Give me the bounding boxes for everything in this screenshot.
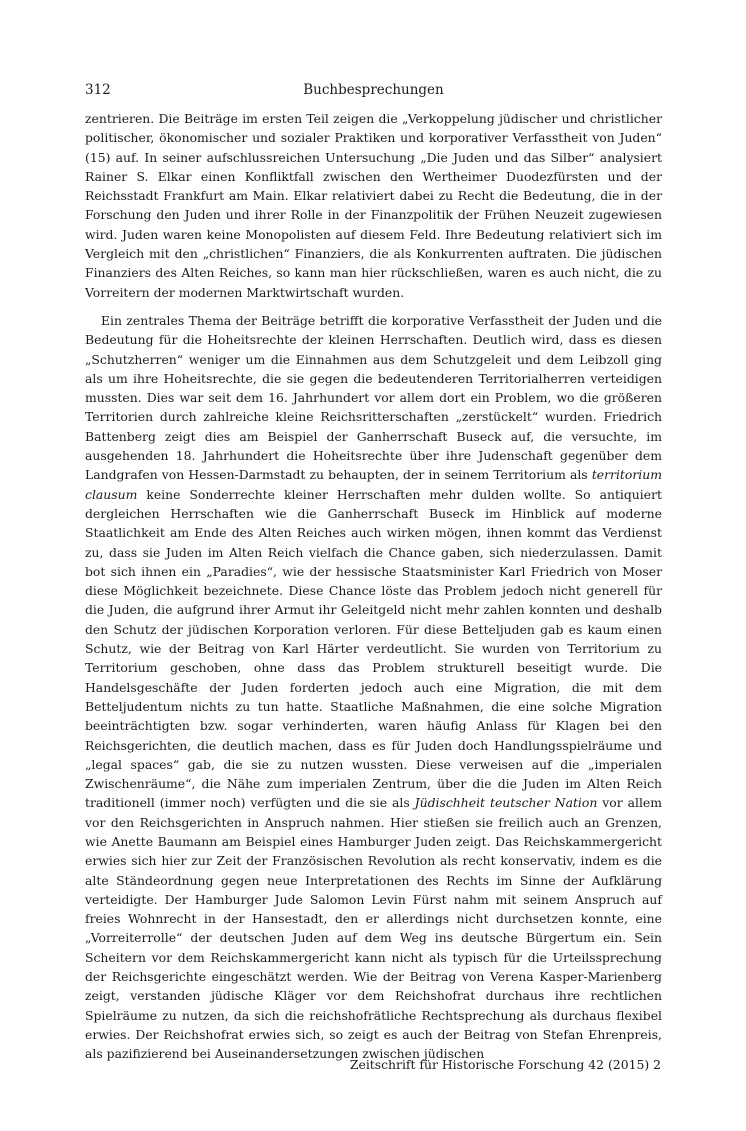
- running-title: Buchbesprechungen: [303, 82, 444, 98]
- body-text: [85, 109, 662, 1064]
- text-segment: zentrieren. Die Beiträge im ersten Teil zeigen die „Verkoppelung jüdischer und christlicher politischer, ökonomischer und sozialer Praktiken und korporativer Verfasstheit von Juden“ (15) auf. In seiner aufschlussreichen Untersuchung „Die Juden und das Silber“ analysiert Rainer S. Elkar einen Konfliktfall zwischen den Wertheimer Duodezfürsten und der Reichsstadt Frankfurt am Main. Elkar relativiert dabei zu Recht die Bedeutung, die in der Forschung den Juden und ihrer Rolle in der Finanzpolitik der Frühen Neuzeit zugewiesen wird. Juden waren keine Monopolisten auf diesem Feld. Ihre Bedeutung relativiert sich im Vergleich mit den „christlichen“ Finanziers, die als Konkurrenten auftraten. Die jüdischen Finanziers des Alten Reiches, so kann man hier rückschließen, waren es auch nicht, die zu Vorreitern der modernen Marktwirtschaft wurden.: [85, 111, 662, 300]
- running-head: [85, 82, 662, 104]
- paragraph: [85, 109, 662, 302]
- text-segment: keine Sonderrechte kleiner Herrschaften mehr dulden wollte. So antiquiert dergleichen Herrschaften wie die Ganherrschaft Buseck im Hinblick auf moderne Staatlichkeit am Ende des Alten Reiches auch wirken mögen, ihnen kommt das Verdienst zu, dass sie Juden im Alten Reich vielfach die Chance gaben, sich niederzulassen. Damit bot sich ihnen ein „Paradies“, wie der hessische Staatsminister Karl Friedrich von Moser diese Möglichkeit bezeichnete. Diese Chance löste das Problem jedoch nicht generell für die Juden, die aufgrund ihrer Armut ihr Geleitgeld nicht mehr zahlen konnten und deshalb den Schutz der jüdischen Korporation verloren. Für diese Betteljuden gab es kaum einen Schutz, wie der Beitrag von Karl Härter verdeutlicht. Sie wurden von Territorium zu Territorium geschoben, ohne dass das Problem strukturell beseitigt wurde. Die Handelsgeschäfte der Juden forderten jedoch auch eine Migration, die mit dem Betteljudentum nichts zu tun hatte. Staatliche Maßnahmen, die eine solche Migration beeinträchtigten bzw. sogar verhinderten, waren häufig Anlass für Klagen bei den Reichsgerichten, die deutlich machen, dass es für Juden doch Handlungsspielräume und „legal spaces“ gab, die sie zu nutzen wussten. Diese verweisen auf die „imperialen Zwischenräume“, die Nähe zum imperialen Zentrum, über die die Juden im Alten Reich traditionell (immer noch) verfügten und die sie als: [85, 486, 662, 811]
- text-segment: vor allem vor den Reichsgerichten in Anspruch nahmen. Hier stießen sie freilich auch an Grenzen, wie Anette Baumann am Beispiel eines Hamburger Juden zeigt. Das Reichskammergericht erwies sich hier zur Zeit der Französischen Revolution als recht konservativ, indem es die alte Ständeordnung gegen neue Interpretationen des Rechts im Sinne der Aufklärung verteidigte. Der Hamburger Jude Salomon Levin Fürst nahm mit seinem Anspruch auf freies Wohnrecht in der Hansestadt, den er allerdings nicht durchsetzen konnte, eine „Vorreiterrolle“ der deutschen Juden auf dem Weg ins deutsche Bürgertum ein. Sein Scheitern vor dem Reichskammergericht kann nicht als typisch für die Urteilssprechung der Reichsgerichte eingeschätzt werden. Wie der Beitrag von Verena Kasper-Marienberg zeigt, verstanden jüdische Kläger vor dem Reichshofrat durchaus ihre rechtlichen Spielräume zu nutzen, da sich die reichshofrätliche Rechtsprechung als durchaus flexibel erwies. Der Reichshofrat erwies sich, so zeigt es auch der Beitrag von Stefan Ehrenpreis, als pazifizierend bei Auseinandersetzungen zwischen jüdischen: [85, 795, 663, 1062]
- document-page: [85, 82, 662, 1064]
- italic-phrase: Jüdischheit teutscher Nation: [414, 795, 598, 811]
- italic-phrase: territorium clausum: [85, 467, 662, 502]
- journal-footer: Zeitschrift für Historische Forschung 42 (2015) 2: [349, 1057, 661, 1072]
- paragraph: [85, 311, 662, 1064]
- page-number: 312: [85, 82, 111, 98]
- text-segment: Ein zentrales Thema der Beiträge betrifft die korporative Verfasstheit der Juden und die Bedeutung für die Hoheitsrechte der kleinen Herrschaften. Deutlich wird, dass es diesen „Schutzherren“ weniger um die Einnahmen aus dem Schutzgeleit und dem Leibzoll ging als um ihre Hoheitsrechte, die sie gegen die bedeutenderen Territorialherren verteidigen mussten. Dies war seit dem 16. Jahrhundert vor allem dort ein Problem, wo die größeren Territorien durch zahlreiche kleine Reichsritterschaften „zerstückelt“ wurden. Friedrich Battenberg zeigt dies am Beispiel der Ganherrschaft Buseck auf, die versuchte, im ausgehenden 18. Jahrhundert die Hoheitsrechte über ihre Judenschaft gegenüber dem Landgrafen von Hessen-Darmstadt zu behaupten, der in seinem Territorium als: [85, 312, 662, 483]
